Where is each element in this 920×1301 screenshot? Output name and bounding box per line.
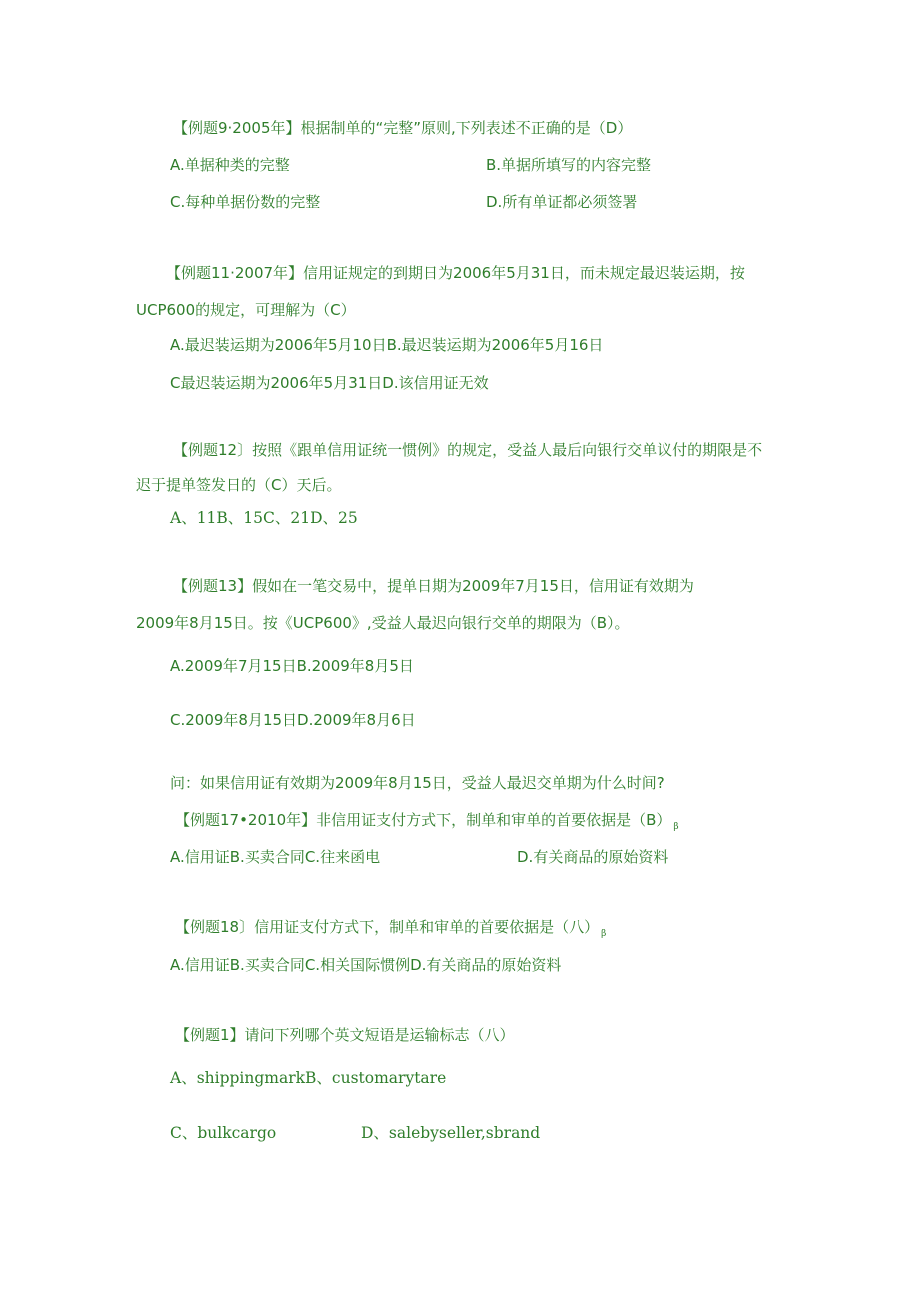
q13-stem-line1: 【例题13】假如在一笔交易中，提单日期为2009年7月15日，信用证有效期为: [173, 577, 694, 595]
q9-option-a: A.单据种类的完整: [170, 156, 290, 174]
q11-stem-line1: 【例题11·2007年】信用证规定的到期日为2006年5月31日，而未规定最迟装运期，按: [166, 264, 745, 282]
q11-stem-line2: UCP600的规定，可理解为（C）: [136, 301, 356, 319]
q11-options-ab: A.最迟装运期为2006年5月10日B.最迟装运期为2006年5月16日: [170, 336, 604, 354]
q13-options-cd: C.2009年8月15日D.2009年8月6日: [170, 711, 416, 729]
q17-mark: β: [673, 822, 679, 832]
q17-option-d: D.有关商品的原始资料: [517, 848, 669, 866]
q9-option-b: B.单据所填写的内容完整: [486, 156, 652, 174]
q17-options-abc: A.信用证B.买卖合同C.往来函电: [170, 848, 381, 866]
q9-option-c: C.每种单据份数的完整: [170, 193, 321, 211]
q12-options: A、11B、15C、21D、25: [170, 509, 358, 527]
q9-stem: 【例题9·2005年】根据制单的“完整”原则,下列表述不正确的是（D）: [173, 119, 633, 137]
q18-options: A.信用证B.买卖合同C.相关国际惯例D.有关商品的原始资料: [170, 956, 562, 974]
q1-options-ab: A、shippingmarkB、customarytare: [170, 1069, 447, 1087]
q12-stem-line1: 【例题12〕按照《跟单信用证统一惯例》的规定，受益人最后向银行交单议付的期限是不: [173, 441, 763, 459]
q13-stem-line2: 2009年8月15日。按《UCP600》,受益人最迟向银行交单的期限为（B）。: [136, 614, 630, 632]
q1-option-d: D、salebyseller,sbrand: [361, 1124, 541, 1142]
q13-options-ab: A.2009年7月15日B.2009年8月5日: [170, 657, 414, 675]
q9-option-d: D.所有单证都必须签署: [486, 193, 638, 211]
q1-option-c: C、bulkcargo: [170, 1124, 277, 1142]
q18-stem: 【例题18〕信用证支付方式下，制单和审单的首要依据是（八） $_\beta$: [175, 918, 607, 939]
q17-stem: 【例题17•2010年】非信用证支付方式下，制单和审单的首要依据是（B） $_\beta$: [175, 811, 679, 832]
q11-options-cd: C最迟装运期为2006年5月31日D.该信用证无效: [170, 374, 489, 392]
q12-stem-line2: 迟于提单签发日的（C）天后。: [136, 476, 342, 494]
q18-mark: β: [601, 929, 607, 939]
q13-followup-question: 问：如果信用证有效期为2009年8月15日，受益人最迟交单期为什么时间?: [170, 774, 665, 792]
q1-stem: 【例题1】请问下列哪个英文短语是运输标志（八）: [175, 1026, 515, 1044]
